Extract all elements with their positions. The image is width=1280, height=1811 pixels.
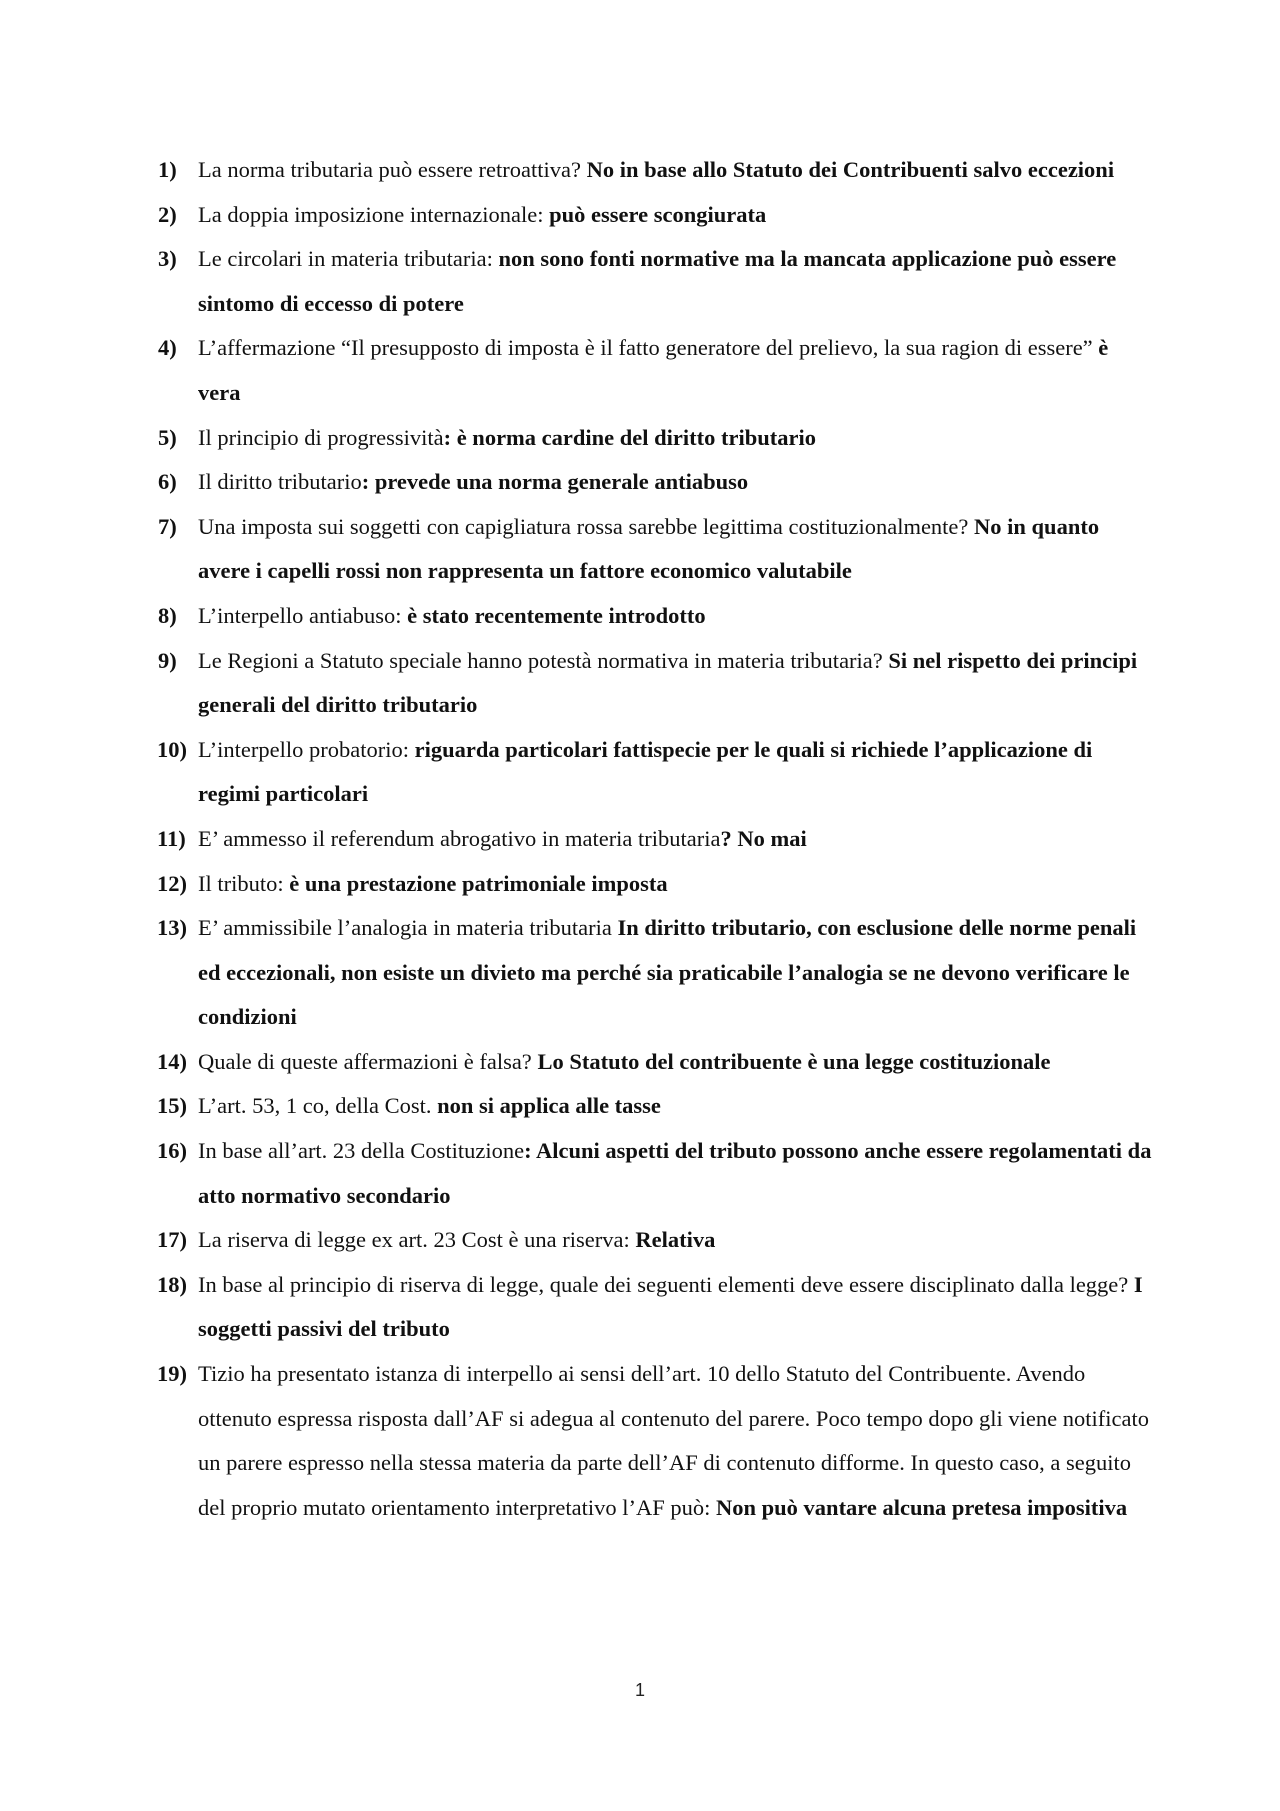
- question-text: L’art. 53, 1 co, della Cost.: [198, 1093, 438, 1119]
- item-number: 1): [158, 157, 177, 182]
- list-item: [158, 728, 1156, 817]
- answer-text: non sono fonti normative ma la mancata applicazione può essere sintomo di eccesso di potere: [198, 246, 1117, 316]
- list-item: [158, 1084, 1156, 1129]
- answer-text: Non può vantare alcuna pretesa impositiva: [716, 1494, 1128, 1520]
- question-text: Le circolari in materia tributaria:: [198, 246, 499, 272]
- answer-text: I soggetti passivi del tributo: [198, 1271, 1143, 1342]
- question-text: Il principio di progressività: [198, 424, 444, 450]
- question-text: Tizio ha presentato istanza di interpello ai sensi dell’art. 10 dello Statuto del Contribuente. Avendo ottenuto espressa risposta dall’AF si adegua al contenuto del parere. Poco tempo dopo gli viene notificato un parere espresso nella stessa materia da parte dell’AF di contenuto difforme. In questo caso, a seguito del proprio mutato orientamento interpretativo l’AF può:: [198, 1361, 1149, 1520]
- answer-text: è vera: [198, 335, 1109, 405]
- list-item: [158, 817, 1156, 862]
- item-number: 10): [157, 736, 187, 762]
- answer-text: Relativa: [635, 1227, 716, 1253]
- list-item: [158, 1263, 1156, 1352]
- item-number: 6): [158, 469, 177, 495]
- item-number: 2): [158, 201, 177, 227]
- question-text: L’interpello probatorio:: [198, 736, 415, 762]
- item-number: 19): [157, 1361, 187, 1387]
- answer-text: Si nel rispetto dei principi generali del diritto tributario: [198, 647, 1138, 718]
- answer-text: No in base allo Statuto dei Contribuenti salvo eccezioni: [586, 157, 1115, 182]
- list-item: [158, 862, 1156, 907]
- question-text: In base all’art. 23 della Costituzione: [198, 1138, 525, 1164]
- list-item: [158, 1218, 1156, 1263]
- question-text: E’ ammesso il referendum abrogativo in materia tributaria: [198, 825, 721, 851]
- answer-text: ? No mai: [720, 825, 807, 851]
- list-item: [158, 594, 1156, 639]
- item-number: 11): [157, 825, 186, 851]
- item-number: 14): [157, 1048, 187, 1074]
- item-number: 13): [157, 915, 187, 941]
- answer-text: riguarda particolari fattispecie per le quali si richiede l’applicazione di regimi particolari: [198, 736, 1093, 807]
- question-text: In base al principio di riserva di legge, quale dei seguenti elementi deve essere disciplinato dalla legge?: [198, 1271, 1134, 1297]
- answer-text: : è norma cardine del diritto tributario: [443, 424, 817, 450]
- list-item: [158, 460, 1156, 505]
- question-text: L’affermazione “Il presupposto di imposta è il fatto generatore del prelievo, la sua ragion di essere”: [198, 335, 1099, 361]
- list-item: [158, 639, 1156, 728]
- question-text: E’ ammissibile l’analogia in materia tributaria: [198, 915, 618, 941]
- item-number: 7): [158, 513, 177, 539]
- item-number: 16): [157, 1138, 187, 1164]
- item-number: 18): [157, 1271, 187, 1297]
- list-item: [158, 1352, 1156, 1530]
- answer-text: è una prestazione patrimoniale imposta: [289, 870, 668, 896]
- list-item: [158, 326, 1156, 415]
- item-number: 9): [158, 647, 177, 673]
- item-number: 3): [158, 246, 177, 272]
- question-text: La norma tributaria può essere retroattiva?: [198, 157, 587, 182]
- list-item: [158, 906, 1156, 1040]
- list-item: [158, 505, 1156, 594]
- question-text: L’interpello antiabuso:: [198, 602, 408, 628]
- item-number: 8): [158, 602, 177, 628]
- question-text: Una imposta sui soggetti con capigliatura rossa sarebbe legittima costituzionalmente?: [198, 513, 975, 539]
- list-item: [158, 416, 1156, 461]
- question-text: Quale di queste affermazioni è falsa?: [198, 1048, 538, 1074]
- answer-text: è stato recentemente introdotto: [407, 602, 706, 628]
- answer-text: può essere scongiurata: [549, 201, 767, 227]
- question-text: La doppia imposizione internazionale:: [198, 201, 550, 227]
- item-number: 4): [158, 335, 177, 361]
- answer-text: non si applica alle tasse: [437, 1093, 661, 1119]
- question-list: [158, 148, 1156, 1530]
- list-item: [158, 237, 1156, 326]
- question-text: Il tributo:: [198, 870, 290, 896]
- list-item: [158, 1040, 1156, 1085]
- list-item: [158, 1129, 1156, 1218]
- item-number: 12): [157, 870, 187, 896]
- page-number: 1: [634, 1680, 645, 1700]
- list-item: [158, 193, 1156, 238]
- question-text: Il diritto tributario: [198, 469, 362, 495]
- answer-text: In diritto tributario, con esclusione delle norme penali ed eccezionali, non esiste un divieto ma perché sia praticabile l’analogia se ne devono verificare le condizioni: [198, 915, 1137, 1030]
- question-text: Le Regioni a Statuto speciale hanno potestà normativa in materia tributaria?: [198, 647, 889, 673]
- answer-text: : prevede una norma generale antiabuso: [361, 469, 749, 495]
- answer-text: : Alcuni aspetti del tributo possono anche essere regolamentati da atto normativo secondario: [198, 1138, 1152, 1208]
- list-item: [158, 148, 1156, 193]
- item-number: 17): [157, 1227, 187, 1253]
- answer-text: Lo Statuto del contribuente è una legge costituzionale: [537, 1048, 1051, 1074]
- answer-text: No in quanto avere i capelli rossi non rappresenta un fattore economico valutabile: [198, 513, 1100, 584]
- item-number: 5): [158, 424, 177, 450]
- item-number: 15): [157, 1093, 187, 1119]
- question-text: La riserva di legge ex art. 23 Cost è una riserva:: [198, 1227, 636, 1253]
